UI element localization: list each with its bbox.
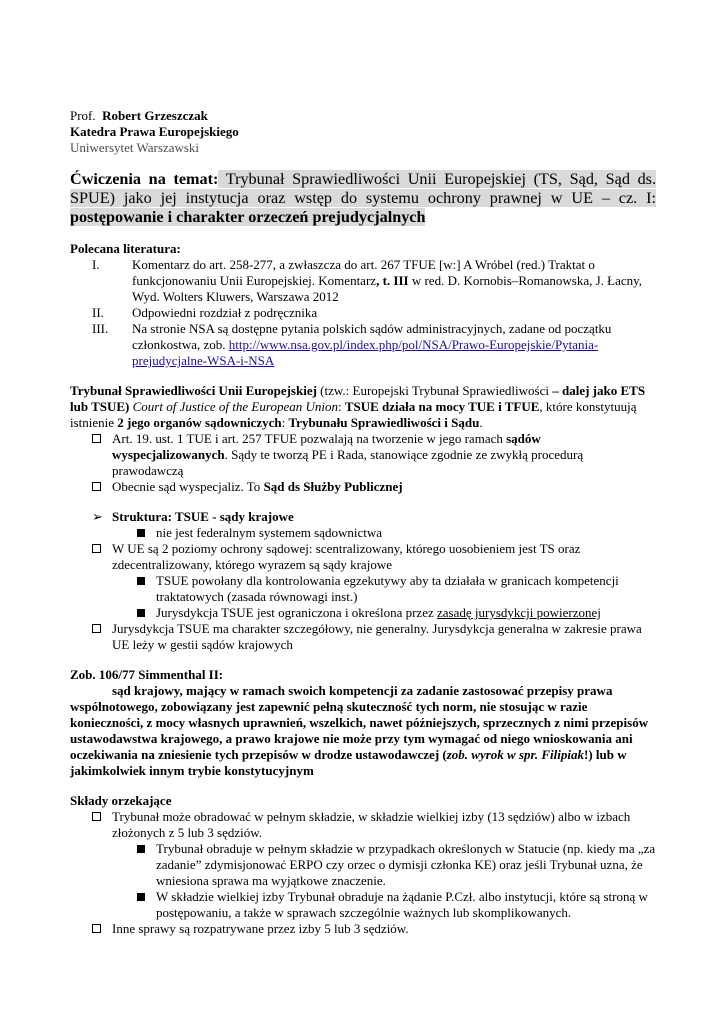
simmenthal-heading: Zob. 106/77 Simmenthal II: bbox=[70, 667, 224, 682]
page-title bbox=[70, 170, 656, 227]
bullet-text: Obecnie sąd wyspecjaliz. To bbox=[112, 479, 264, 494]
sub-list-item bbox=[70, 841, 656, 889]
literature-item bbox=[70, 321, 656, 369]
university: Uniwersytet Warszawski bbox=[70, 140, 200, 155]
bullet-text: Art. 19. ust. 1 TUE i art. 257 TFUE pozwalają na tworzenie w jego ramach bbox=[112, 431, 507, 446]
tsue-intro bbox=[70, 383, 656, 431]
bullet-text: Trybunał może obradować w pełnym składzie, w składzie wielkiej izby (13 sędziów) albo w izbach złożonych z 5 lub 3 sędziów. bbox=[112, 809, 631, 840]
tsue-basis: TSUE działa na mocy TUE i TFUE bbox=[344, 399, 540, 414]
bullet-text-post: . Sądy te tworzą PE i Rada, stanowiące zgodnie ze zwykłą procedurą prawodawczą bbox=[112, 447, 584, 478]
checkbox-bullet-icon bbox=[92, 924, 101, 933]
tsue-sep2: : bbox=[281, 415, 289, 430]
tsue-sep: : bbox=[337, 399, 345, 414]
title-lead: Ćwiczenia na temat: bbox=[70, 170, 219, 188]
title-bold-tail: postępowanie i charakter orzeczeń prejudycjalnych bbox=[70, 208, 426, 226]
tsue-end: . bbox=[479, 415, 483, 430]
item-bold: , t. III bbox=[376, 273, 409, 288]
tsue-text2: , które konstytuują istnienie bbox=[70, 399, 637, 430]
list-item bbox=[70, 809, 656, 841]
structure-heading: Struktura: TSUE - sądy krajowe bbox=[112, 509, 294, 524]
checkbox-bullet-icon bbox=[92, 544, 101, 553]
sub-bullet-text: W składzie wielkiej izby Trybunał obraduje na żądanie P.Czł. albo instytucji, które są stroną w postępowaniu, a także w sprawach szczególnie ważnych lub skomplikowanych. bbox=[156, 889, 648, 920]
sub-bullet-text: Jurysdykcja TSUE jest ograniczona i określona przez bbox=[156, 605, 437, 620]
department: Katedra Prawa Europejskiego bbox=[70, 124, 239, 139]
square-bullet-icon bbox=[137, 845, 145, 853]
simmenthal-section bbox=[70, 667, 656, 779]
item-text-post: w red. D. Kornobis–Romanowska, J. Łacny, Wyd. Wolters Kluwers, Warszawa 2012 bbox=[132, 273, 643, 304]
tsue-name: Trybunał Sprawiedliwości Unii Europejskiej bbox=[70, 383, 317, 398]
title-body: Trybunał Sprawiedliwości Unii Europejskiej (TS, Sąd, Sąd ds. SPUE) jako jej instytucja oraz wstęp do systemu ochrony prawnej w UE – cz. I: bbox=[70, 170, 657, 207]
author-line bbox=[70, 108, 656, 124]
structure-heading-row bbox=[70, 509, 656, 525]
list-item bbox=[70, 479, 656, 495]
literature-heading: Polecana literatura: bbox=[70, 241, 181, 256]
document-page bbox=[70, 108, 656, 937]
checkbox-bullet-icon bbox=[92, 482, 101, 491]
list-item bbox=[70, 621, 656, 653]
item-text: Na stronie NSA są dostępne pytania polskich sądów administracyjnych, zadane od początku członkostwa, zob. bbox=[132, 321, 612, 352]
checkbox-bullet-icon bbox=[92, 812, 101, 821]
square-bullet-icon bbox=[137, 577, 145, 585]
quote-ref: zob. wyrok w spr. Filipiak bbox=[446, 747, 584, 762]
literature-item bbox=[70, 305, 656, 321]
author-block bbox=[70, 108, 656, 156]
list-item bbox=[70, 431, 656, 479]
simmenthal-quote bbox=[70, 683, 656, 779]
square-bullet-icon bbox=[137, 609, 145, 617]
nsa-link[interactable]: http://www.nsa.gov.pl/index.php/pol/NSA/Prawo-Europejskie/Pytania-prejudycjalne-WSA-i-NSA bbox=[132, 337, 599, 368]
item-text: Odpowiedni rozdział z podręcznika bbox=[132, 305, 318, 320]
tsue-section bbox=[70, 383, 656, 495]
list-item bbox=[70, 921, 656, 937]
item-number: III. bbox=[92, 321, 109, 336]
prof-prefix: Prof. bbox=[70, 108, 96, 123]
tsue-organs: 2 jego organów sądowniczych bbox=[117, 415, 282, 430]
bullet-bold: Sąd ds Służby Publicznej bbox=[263, 479, 403, 494]
bullet-text: W UE są 2 poziomy ochrony sądowej: scentralizowany, którego uosobieniem jest TS oraz zdecentralizowany, którego wyrazem są sądy krajowe bbox=[112, 541, 581, 572]
item-text: Komentarz do art. 258-277, a zwłaszcza do art. 267 TFUE [w:] A Wróbel (red.) Traktat o funkcjonowaniu Unii Europejskiej. Komentarz bbox=[132, 257, 595, 288]
sub-bullet-text: TSUE powołany dla kontrolowania egzekutywy aby ta działała w granicach kompetencji traktatowych (zasada równowagi inst.) bbox=[156, 573, 619, 604]
sub-list-item bbox=[70, 605, 656, 621]
sub-bullet-underlined: zasadę jurysdykcji powierzonej bbox=[436, 605, 601, 620]
checkbox-bullet-icon bbox=[92, 624, 101, 633]
quote-text: sąd krajowy, mający w ramach swoich kompetencji za zadanie zastosować przepisy prawa wspólnotowego, zobowiązany jest zapewnić pełną skuteczność tych norm, nie stosując w razie konieczności, z mocy własnych uprawnień, wszelkich, nawet późniejszych, sprzecznych z nimi przepisów ustawodawstwa krajowego, a prawo krajowe nie może przy tym wymagać od niego wnioskowania ani oczekiwania na zniesienie tych przepisów w drodze ustawodawczej ( bbox=[70, 683, 649, 762]
sub-list-item bbox=[70, 889, 656, 921]
sub-list-item bbox=[70, 525, 656, 541]
sub-bullet-text: nie jest federalnym systemem sądownictwa bbox=[156, 525, 382, 540]
literature-section bbox=[70, 241, 656, 369]
tsue-text: (tzw.: Europejski Trybunał Sprawiedliwości bbox=[316, 383, 553, 398]
quote-text-end: !) lub w jakimkolwiek innym trybie konstytucyjnym bbox=[70, 747, 627, 778]
checkbox-bullet-icon bbox=[92, 434, 101, 443]
square-bullet-icon bbox=[137, 893, 145, 901]
bullet-text: Jurysdykcja TSUE ma charakter szczegółowy, nie generalny. Jurysdykcja generalna w zakresie prawa UE leży w gestii sądów krajowych bbox=[112, 621, 642, 652]
structure-section bbox=[70, 509, 656, 653]
item-number: II. bbox=[92, 305, 104, 320]
bullet-text: Inne sprawy są rozpatrywane przez izby 5 lub 3 sędziów. bbox=[112, 921, 409, 936]
tsue-abbr: – dalej jako ETS lub TSUE) bbox=[70, 383, 646, 414]
literature-item bbox=[70, 257, 656, 305]
sub-bullet-text: Trybunał obraduje w pełnym składzie w przypadkach określonych w Statucie (np. kiedy ma „za zadanie” zdymisjonować ERPO czy orzec o dymisji członka KE) oraz jeśli Trybunał uzna, że wniesiona sprawa ma wyjątkowe znaczenie. bbox=[156, 841, 656, 888]
sklady-heading: Składy orzekające bbox=[70, 793, 172, 808]
prof-name: Robert Grzeszczak bbox=[102, 108, 208, 123]
square-bullet-icon bbox=[137, 529, 145, 537]
sklady-section bbox=[70, 793, 656, 937]
literature-list bbox=[70, 257, 656, 369]
tsue-english: Court of Justice of the European Union bbox=[129, 399, 338, 414]
list-item bbox=[70, 541, 656, 573]
arrow-bullet-icon: ➢ bbox=[92, 509, 103, 524]
item-number: I. bbox=[92, 257, 100, 272]
bullet-bold: sądów wyspecjalizowanych bbox=[112, 431, 541, 462]
sub-list-item bbox=[70, 573, 656, 605]
tsue-organ-names: Trybunału Sprawiedliwości i Sądu bbox=[288, 415, 480, 430]
